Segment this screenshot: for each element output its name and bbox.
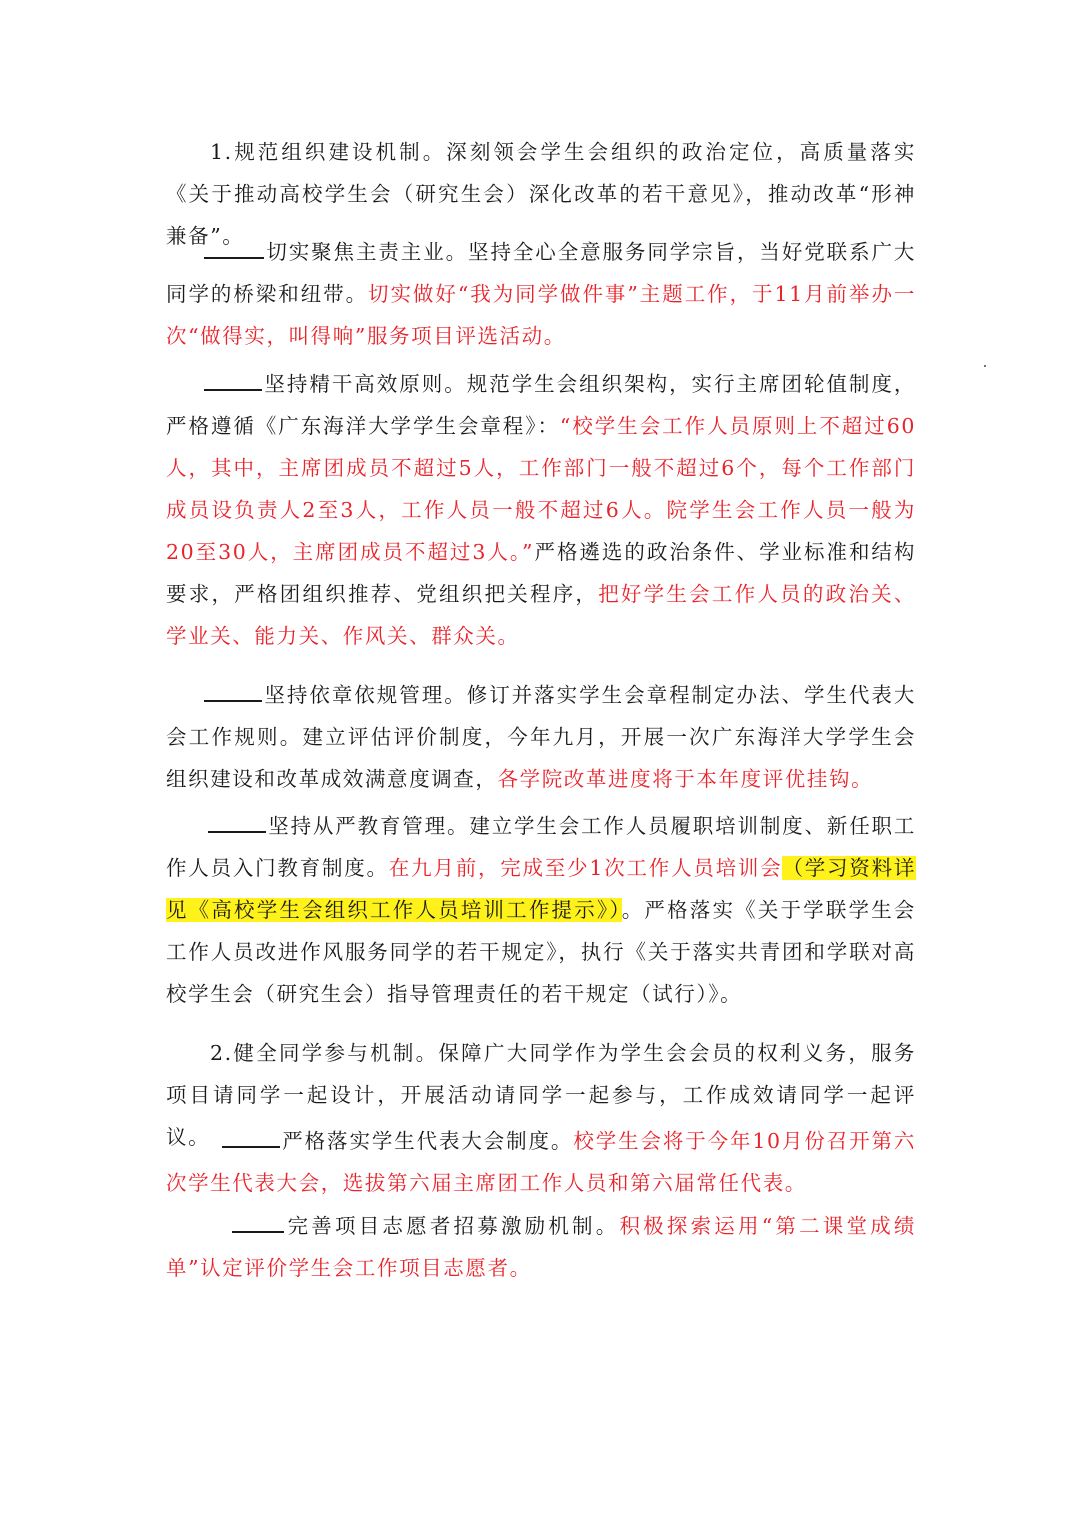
paragraph-6-text: 2.健全同学参与机制。保障广大同学作为学生会会员的权利义务，服务项目请同学一起设计，开展活动请同学一起参与，工作成效请同学一起评议。 (166, 1041, 916, 1149)
paragraph-3-black-text-1: 坚持精干高效原则。规范学生会组织架构，实行主席团轮值制度，严格遵循《广东海洋大学学生会章程》： (166, 372, 916, 438)
paragraph-5-black-text-2: 。严格落实《关于学联学生会工作人员改进作风服务同学的若干规定》，执行《关于落实共青团和学联对高校学生会（研究生会）指导管理责任的若干规定（试行）》。 (166, 898, 916, 1006)
paragraph-8-black-text: 完善项目志愿者招募激励机制。 (286, 1214, 620, 1238)
paragraph-3-black-text-2: 严格遴选的政治条件、学业标准和结构要求，严格团组织推荐、党组织把关程序， (166, 540, 916, 606)
paragraph-2-red-text: 切实做好“我为同学做件事”主题工作，于11月前举办一次“做得实，叫得响”服务项目评选活动。 (166, 282, 916, 348)
paragraph-8-red-text: 积极探索运用“第二课堂成绩单”认定评价学生会工作项目志愿者。 (166, 1214, 916, 1280)
paragraph-3-red-text-2: 把好学生会工作人员的政治关、学业关、能力关、作风关、群众关。 (166, 582, 916, 648)
paragraph-7-black-text: 严格落实学生代表大会制度。 (282, 1129, 574, 1153)
paragraph-2-main-responsibility (166, 231, 916, 357)
paragraph-7-red-text: 校学生会将于今年10月份召开第六次学生代表大会，选拔第六届主席团工作人员和第六届常任代表。 (166, 1129, 916, 1195)
fill-blank-line (232, 1209, 284, 1233)
fill-blank-line (204, 367, 262, 391)
paragraph-7-representative-congress (166, 1120, 916, 1204)
paragraph-5-red-text: 在九月前，完成至少1次工作人员培训会 (388, 856, 783, 880)
paragraph-4-red-text: 各学院改革进度将于本年度评优挂钩。 (497, 767, 874, 791)
paragraph-3-red-text-1: “校学生会工作人员原则上不超过60人，其中，主席团成员不超过5人，工作部门一般不超过6个，每个工作部门成员设负责人2至3人，工作人员一般不超过6人。院学生会工作人员一般为20至30人，主席团成员不超过3人。” (166, 414, 916, 564)
paragraph-5-black-text-1: 坚持从严教育管理。建立学生会工作人员履职培训制度、新任职工作人员入门教育制度。 (166, 814, 916, 880)
fill-blank-line (204, 235, 264, 259)
fill-blank-line (222, 1124, 280, 1148)
paragraph-1-text: 1.规范组织建设机制。深刻领会学生会组织的政治定位，高质量落实《关于推动高校学生会（研究生会）深化改革的若干意见》，推动改革“形神兼备”。 (166, 140, 916, 248)
paragraph-5-highlighted-text: （学习资料详见《高校学生会组织工作人员培训工作提示》） (166, 856, 917, 922)
paragraph-2-black-text: 切实聚焦主责主业。坚持全心全意服务同学宗旨，当好党联系广大同学的桥梁和纽带。 (166, 240, 916, 306)
paragraph-5-strict-education (166, 805, 916, 1015)
stray-mark (984, 365, 986, 367)
paragraph-8-volunteer-mechanism (166, 1205, 916, 1289)
paragraph-4-regulation-management (166, 674, 916, 800)
fill-blank-line (204, 678, 262, 702)
fill-blank-line (208, 809, 266, 833)
paragraph-4-black-text: 坚持依章依规管理。修订并落实学生会章程制定办法、学生代表大会工作规则。建立评估评价制度，今年九月，开展一次广东海洋大学学生会组织建设和改革成效满意度调查， (166, 683, 916, 791)
paragraph-3-lean-efficient (166, 363, 916, 657)
